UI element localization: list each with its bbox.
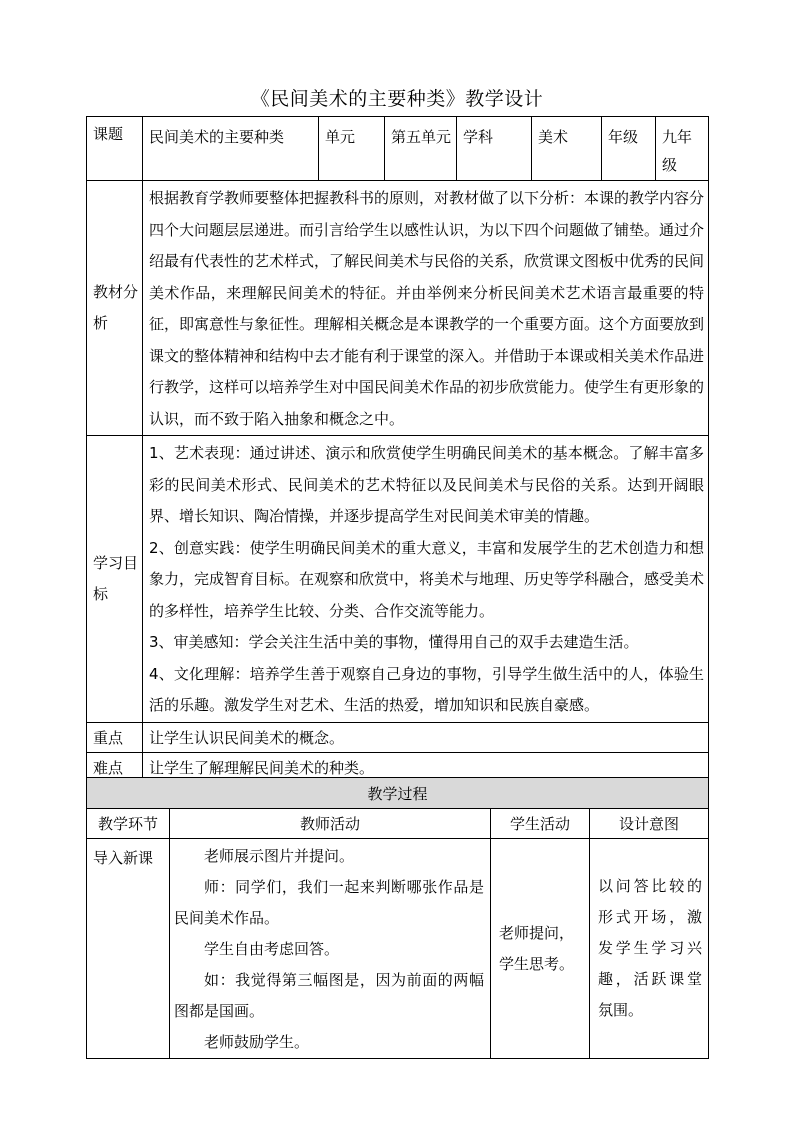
column-header-student: 学生活动 xyxy=(491,809,590,839)
subject-value: 美术 xyxy=(532,117,602,181)
learning-goal-item: 3、审美感知：学会关注生活中美的事物，懂得用自己的双手去建造生活。 xyxy=(149,633,639,651)
column-header-teacher: 教师活动 xyxy=(170,809,491,839)
process-row xyxy=(87,839,709,1059)
document-title: 《民间美术的主要种类》教学设计 xyxy=(250,88,544,110)
column-header-intent: 设计意图 xyxy=(590,809,709,839)
learning-goal-item: 2、创意实践：使学生明确民间美术的重大意义，丰富和发展学生的艺术创造力和想象力，完成智育目标。在观察和欣赏中，将美术与地理、历史等学科融合，感受美术的多样性，培养学生比较、分类、合作交流等能力。 xyxy=(149,538,705,620)
grade-label: 年级 xyxy=(602,117,656,181)
teacher-activity-line: 老师鼓励学生。 xyxy=(204,1033,310,1051)
teaching-process-table xyxy=(86,777,709,1059)
learning-goal-item: 1、艺术表现：通过讲述、演示和欣赏使学生明确民间美术的基本概念。了解丰富多彩的民间美术形式、民间美术的艺术特征以及民间美术与民俗的关系。达到开阔眼界、增长知识、陶冶情操，并逐步提高学生对民间美术审美的情趣。 xyxy=(149,444,704,525)
key-point-row xyxy=(87,722,709,752)
difficult-point-text: 让学生了解理解民间美术的种类。 xyxy=(143,752,709,782)
process-columns-row xyxy=(87,809,709,839)
process-header: 教学过程 xyxy=(87,778,709,809)
unit-value: 第五单元 xyxy=(385,117,457,181)
difficult-point-label: 难点 xyxy=(87,752,143,782)
process-stage: 导入新课 xyxy=(87,839,170,1059)
teacher-activity-line: 老师展示图片并提问。 xyxy=(204,847,355,865)
learning-goals-list xyxy=(143,436,709,723)
lesson-info-table xyxy=(86,116,709,783)
key-point-label: 重点 xyxy=(87,722,143,752)
topic-value: 民间美术的主要种类 xyxy=(143,117,319,181)
column-header-stage: 教学环节 xyxy=(87,809,170,839)
topic-label: 课题 xyxy=(87,117,143,181)
teacher-activity xyxy=(170,839,491,1059)
teacher-activity-line: 学生自由考虑回答。 xyxy=(204,940,340,958)
material-analysis-row xyxy=(87,181,709,436)
student-activity: 老师提问，学生思考。 xyxy=(491,839,590,1059)
subject-label: 学科 xyxy=(457,117,532,181)
grade-value: 九年级 xyxy=(656,117,709,181)
key-point-text: 让学生认识民间美术的概念。 xyxy=(143,722,709,752)
teacher-activity-line: 如：我觉得第三幅图是，因为前面的两幅图都是国画。 xyxy=(174,971,484,1020)
material-analysis-text: 根据教育学教师要整体把握教科书的原则，对教材做了以下分析：本课的教学内容分四个大问题层层递进。而引言给学生以感性认识，为以下四个问题做了铺垫。通过介绍最有代表性的艺术样式，了解民间美术与民俗的关系，欣赏课文图板中优秀的民间美术作品，来理解民间美术的特征。并由举例来分析民间美术艺术语言最重要的特征，即寓意性与象征性。理解相关概念是本课教学的一个重要方面。这个方面要放到课文的整体精神和结构中去才能有利于课堂的深入。并借助于本课或相关美术作品进行教学，这样可以培养学生对中国民间美术作品的初步欣赏能力。使学生有更形象的认识，而不致于陷入抽象和概念之中。 xyxy=(143,181,709,436)
unit-label: 单元 xyxy=(319,117,385,181)
material-analysis-label: 教材分析 xyxy=(87,181,143,436)
learning-goal-item: 4、文化理解：培养学生善于观察自己身边的事物，引导学生做生活中的人，体验生活的乐趣。激发学生对艺术、生活的热爱，增加知识和民族自豪感。 xyxy=(149,664,704,714)
learning-goals-row xyxy=(87,436,709,723)
learning-goals-label: 学习目标 xyxy=(87,436,143,723)
process-header-row xyxy=(87,778,709,809)
teacher-activity-line: 师：同学们，我们一起来判断哪张作品是民间美术作品。 xyxy=(174,878,484,927)
info-row xyxy=(87,117,709,181)
design-intent: 以问答比较的形式开场，激发学生学习兴趣，活跃课堂氛围。 xyxy=(590,839,709,1059)
